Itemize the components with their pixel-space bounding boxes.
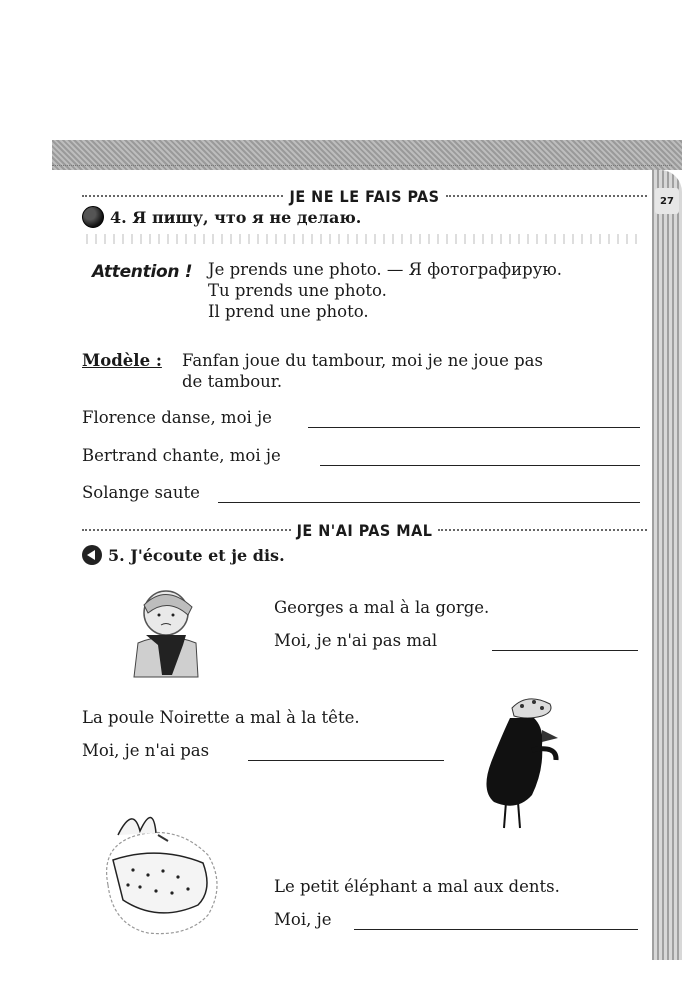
attention-line-2: Tu prends une photo. bbox=[208, 281, 387, 300]
item-2-line-2: Moi, je n'ai pas bbox=[82, 741, 210, 760]
exercise-5-title bbox=[82, 545, 285, 565]
boy-with-scarf-illustration bbox=[128, 585, 203, 680]
audio-icon bbox=[82, 545, 102, 565]
item-3-line-1: Le petit éléphant a mal aux dents. bbox=[274, 877, 560, 896]
model-line-2: de tambour. bbox=[182, 372, 283, 391]
exercise-4-title-text: 4. Я пишу, что я не делаю. bbox=[110, 207, 362, 227]
answer-line-bertrand[interactable] bbox=[320, 465, 640, 466]
heading-rule-left bbox=[82, 195, 283, 197]
elephant-with-bandage-illustration bbox=[98, 805, 228, 940]
item-1-line-2: Moi, je n'ai pas mal bbox=[274, 631, 438, 650]
section-title-1: JE NE LE FAIS PAS bbox=[289, 186, 440, 206]
prompt-bertrand: Bertrand chante, moi je bbox=[82, 446, 281, 465]
section-title-2: JE N'AI PAS MAL bbox=[296, 520, 433, 540]
scan-noise bbox=[86, 234, 641, 244]
page-number: 27 bbox=[655, 188, 679, 214]
exercise-4-title bbox=[82, 206, 361, 228]
answer-line-georges[interactable] bbox=[492, 650, 638, 651]
exercise-5-title-text: 5. J'écoute et je dis. bbox=[108, 545, 285, 565]
item-3-line-2: Moi, je bbox=[274, 910, 332, 929]
attention-label: Attention ! bbox=[92, 262, 193, 282]
page-edge-strip bbox=[652, 170, 682, 960]
answer-line-solange[interactable] bbox=[218, 502, 640, 503]
section-heading-1 bbox=[82, 186, 647, 206]
model-line-1: Fanfan joue du tambour, moi je ne joue pas bbox=[182, 351, 543, 370]
prompt-florence: Florence danse, moi je bbox=[82, 408, 272, 427]
heading-rule-right bbox=[446, 195, 647, 197]
heading-rule-right bbox=[438, 529, 647, 531]
item-1-line-1: Georges a mal à la gorge. bbox=[274, 598, 490, 617]
answer-line-noirette[interactable] bbox=[248, 760, 444, 761]
section-heading-2 bbox=[82, 520, 647, 540]
attention-line-3: Il prend une photo. bbox=[208, 302, 369, 321]
model-label: Modèle : bbox=[82, 351, 162, 370]
item-2-line-1: La poule Noirette a mal à la tête. bbox=[82, 708, 360, 727]
prompt-solange: Solange saute bbox=[82, 483, 200, 502]
answer-line-elephant[interactable] bbox=[354, 929, 638, 930]
heading-rule-left bbox=[82, 529, 291, 531]
attention-line-1: Je prends une photo. — Я фотографирую. bbox=[208, 260, 562, 279]
answer-line-florence[interactable] bbox=[308, 427, 640, 428]
pencil-icon bbox=[82, 206, 104, 228]
black-hen-illustration bbox=[472, 690, 567, 835]
